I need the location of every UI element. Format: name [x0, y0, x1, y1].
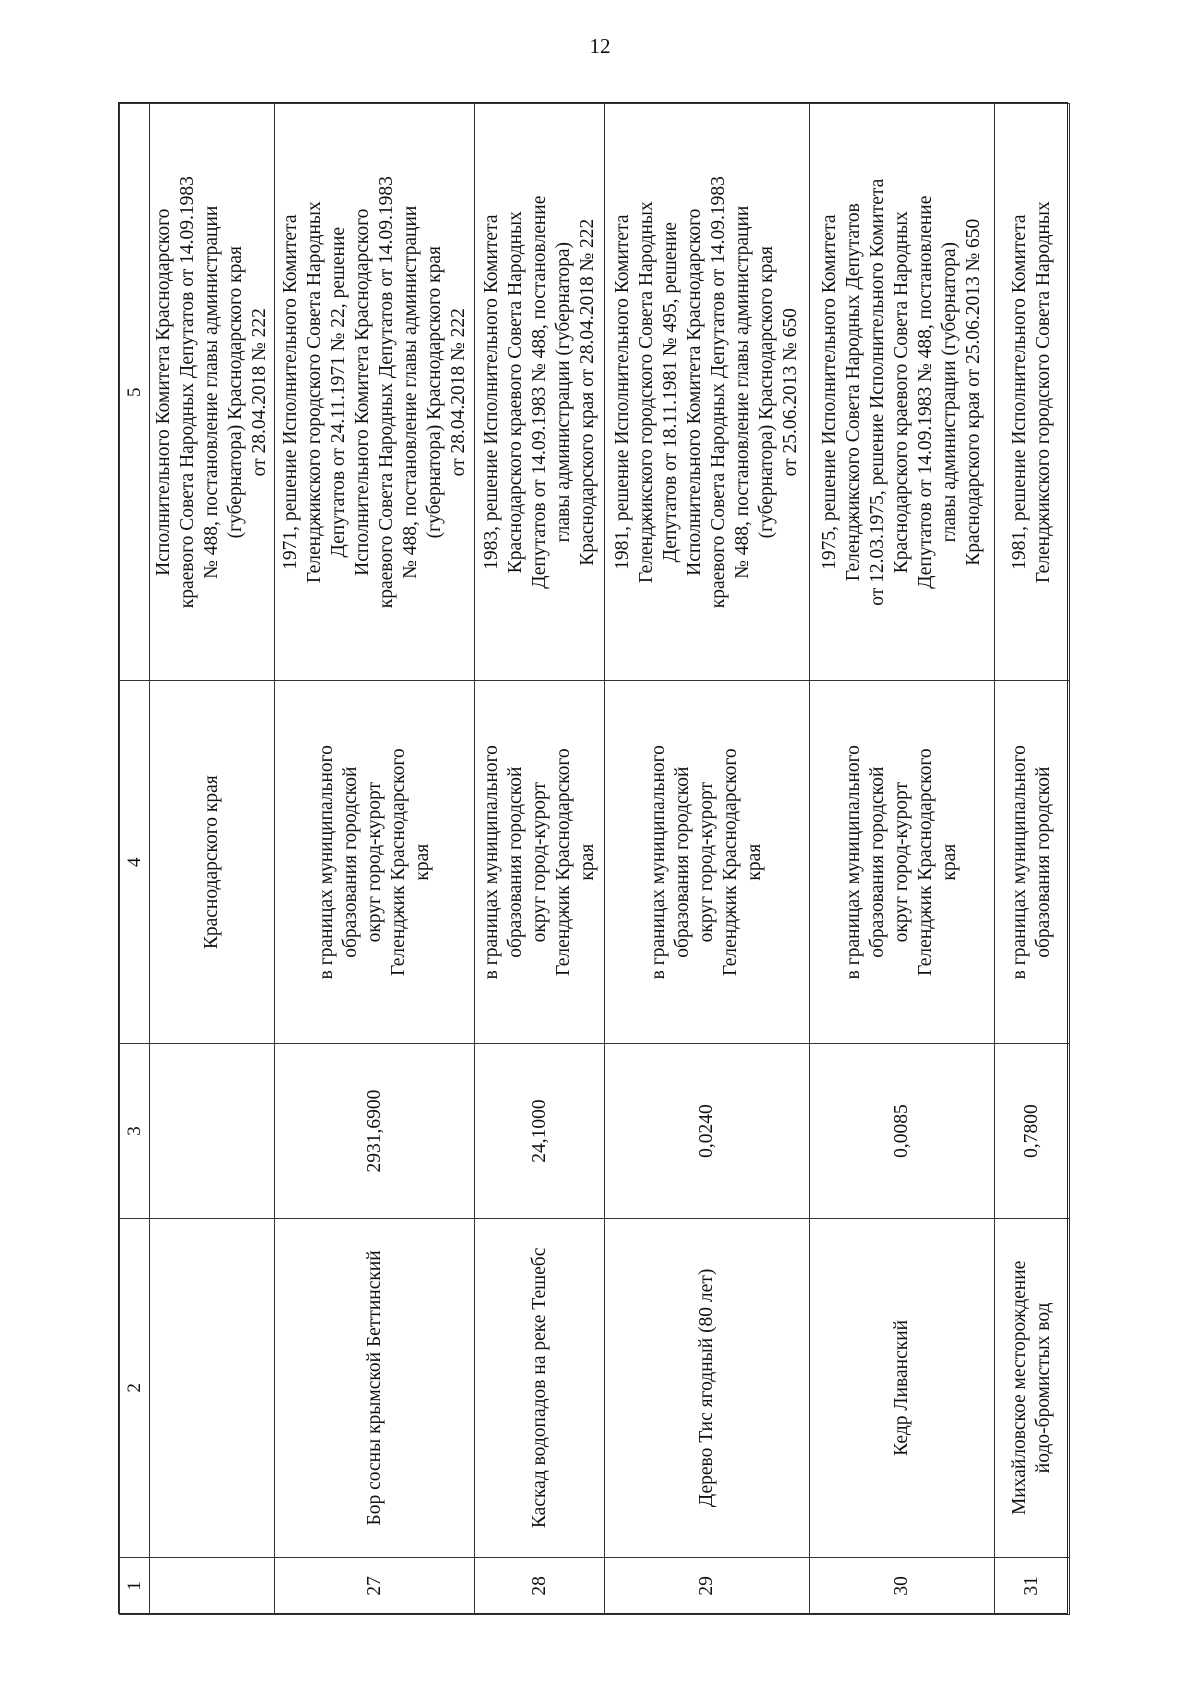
registry-table — [119, 103, 1070, 1615]
basis-line: Краснодарского края от 25.06.2013 № 650 — [963, 218, 984, 566]
table-row-30 — [810, 104, 995, 1615]
basis-line: Исполнительного Комитета Краснодарского — [351, 208, 373, 576]
basis-line: главы администрации (губернатора) — [939, 242, 960, 543]
cell-basis — [475, 104, 605, 681]
basis-line: Депутатов от 14.09.1983 № 488, постановление — [528, 195, 550, 589]
location-line: в границах муниципального — [480, 745, 502, 980]
registry-table-rotated — [119, 103, 1069, 1615]
table-row-continued — [150, 104, 275, 1615]
name-line: Михайловское месторождение — [1009, 1260, 1030, 1516]
basis-line: № 488, постановление главы администрации — [201, 205, 222, 579]
cell-number: 29 — [605, 1557, 810, 1614]
basis-line: от 12.03.1975, решение Исполнительного Комитета — [867, 178, 888, 606]
basis-line: Геленджикского городского Совета Народных — [636, 201, 657, 584]
location-line: края — [939, 843, 960, 881]
cell-basis — [810, 104, 995, 681]
column-header-3: 3 — [120, 1044, 150, 1219]
column-header-2: 2 — [120, 1218, 150, 1557]
cell-name: Каскад водопадов на реке Тешебс — [475, 1218, 605, 1557]
basis-line: от 28.04.2018 № 222 — [249, 308, 270, 477]
cell-area: 0,7800 — [995, 1044, 1070, 1219]
location-line: края — [411, 843, 433, 881]
table-row-27 — [275, 104, 475, 1615]
cell-name: Кедр Ливанский — [810, 1218, 995, 1557]
cell-location — [275, 681, 475, 1044]
cell-name — [995, 1218, 1070, 1557]
cell-number: 27 — [275, 1557, 475, 1614]
location-line: округ город-курорт — [363, 782, 385, 943]
cell-name: Дерево Тис ягодный (80 лет) — [605, 1218, 810, 1557]
location-line: образования городской — [1033, 766, 1054, 958]
cell-basis — [150, 104, 275, 681]
basis-line: 1981, решение Исполнительного Комитета — [612, 214, 633, 570]
location-line: в границах муниципального — [315, 745, 337, 980]
cell-area: 0,0240 — [605, 1044, 810, 1219]
cell-location — [810, 681, 995, 1044]
cell-number: 30 — [810, 1557, 995, 1614]
location-line: края — [744, 843, 765, 881]
location-line: Геленджик Краснодарского — [552, 748, 574, 977]
column-header-1: 1 — [120, 1557, 150, 1614]
location-line: образования городской — [504, 766, 526, 958]
cell-area: 24,1000 — [475, 1044, 605, 1219]
table-row-31 — [995, 104, 1070, 1615]
basis-line: 1971, решение Исполнительного Комитета — [279, 214, 301, 570]
cell-area — [150, 1044, 275, 1219]
cell-location — [605, 681, 810, 1044]
basis-line: главы администрации (губернатора) — [552, 242, 574, 543]
column-header-5: 5 — [120, 104, 150, 681]
basis-line: 1983, решение Исполнительного Комитета — [480, 214, 502, 570]
basis-line: краевого Совета Народных Депутатов от 14.09.1983 — [177, 176, 198, 609]
basis-line: (губернатора) Краснодарского края — [225, 246, 246, 539]
table-header-row — [120, 104, 150, 1615]
location-line: края — [576, 843, 598, 881]
basis-line: (губернатора) Краснодарского края — [423, 246, 445, 539]
cell-basis — [275, 104, 475, 681]
basis-line: Геленджикского Совета Народных Депутатов — [843, 203, 864, 582]
cell-location — [995, 681, 1070, 1044]
table-row-29 — [605, 104, 810, 1615]
basis-line: Краснодарского края от 28.04.2018 № 222 — [576, 218, 598, 566]
location-line: в границах муниципального — [1009, 745, 1030, 980]
basis-line: Депутатов от 24.11.1971 № 22, решение — [327, 226, 349, 558]
basis-line: от 28.04.2018 № 222 — [447, 308, 469, 477]
basis-line: 1975, решение Исполнительного Комитета — [819, 214, 840, 570]
basis-line: краевого Совета Народных Депутатов от 14.09.1983 — [708, 176, 729, 609]
registry-table-frame — [118, 102, 1068, 1614]
table-row-28 — [475, 104, 605, 1615]
basis-line: Исполнительного Комитета Краснодарского — [684, 208, 705, 576]
basis-line: краевого Совета Народных Депутатов от 14.09.1983 — [375, 176, 397, 609]
basis-line: Краснодарского краевого Совета Народных — [891, 211, 912, 574]
cell-location: Краснодарского края — [150, 681, 275, 1044]
location-line: в границах муниципального — [648, 745, 669, 980]
basis-line: Депутатов от 14.09.1983 № 488, постановление — [915, 195, 936, 589]
basis-line: Геленджикского городского Совета Народных — [303, 201, 325, 584]
location-line: в границах муниципального — [843, 745, 864, 980]
name-line: йодо-бромистых вод — [1033, 1302, 1054, 1474]
cell-basis — [605, 104, 810, 681]
cell-number — [150, 1557, 275, 1614]
basis-line: № 488, постановление главы администрации — [732, 205, 753, 579]
location-line: образования городской — [672, 766, 693, 958]
cell-number: 31 — [995, 1557, 1070, 1614]
location-line: округ город-курорт — [696, 782, 717, 943]
cell-area: 2931,6900 — [275, 1044, 475, 1219]
basis-line: Геленджикского городского Совета Народных — [1033, 201, 1054, 584]
location-line: образования городской — [867, 766, 888, 958]
location-line: округ город-курорт — [891, 782, 912, 943]
basis-line: от 25.06.2013 № 650 — [780, 308, 801, 477]
column-header-4: 4 — [120, 681, 150, 1044]
cell-name: Бор сосны крымской Беттинский — [275, 1218, 475, 1557]
cell-basis — [995, 104, 1070, 681]
basis-line: Исполнительного Комитета Краснодарского — [153, 208, 174, 576]
location-line: Геленджик Краснодарского — [915, 748, 936, 977]
location-line: образования городской — [339, 766, 361, 958]
location-line: округ город-курорт — [528, 782, 550, 943]
cell-number: 28 — [475, 1557, 605, 1614]
cell-location — [475, 681, 605, 1044]
cell-name — [150, 1218, 275, 1557]
basis-line: 1981, решение Исполнительного Комитета — [1009, 214, 1030, 570]
location-line: Геленджик Краснодарского — [720, 748, 741, 977]
page-number: 12 — [589, 34, 611, 58]
basis-line: № 488, постановление главы администрации — [399, 205, 421, 579]
cell-area: 0,0085 — [810, 1044, 995, 1219]
basis-line: Депутатов от 18.11.1981 № 495, решение — [660, 222, 681, 563]
basis-line: Краснодарского краевого Совета Народных — [504, 211, 526, 574]
basis-line: (губернатора) Краснодарского края — [756, 246, 777, 539]
location-line: Геленджик Краснодарского — [387, 748, 409, 977]
